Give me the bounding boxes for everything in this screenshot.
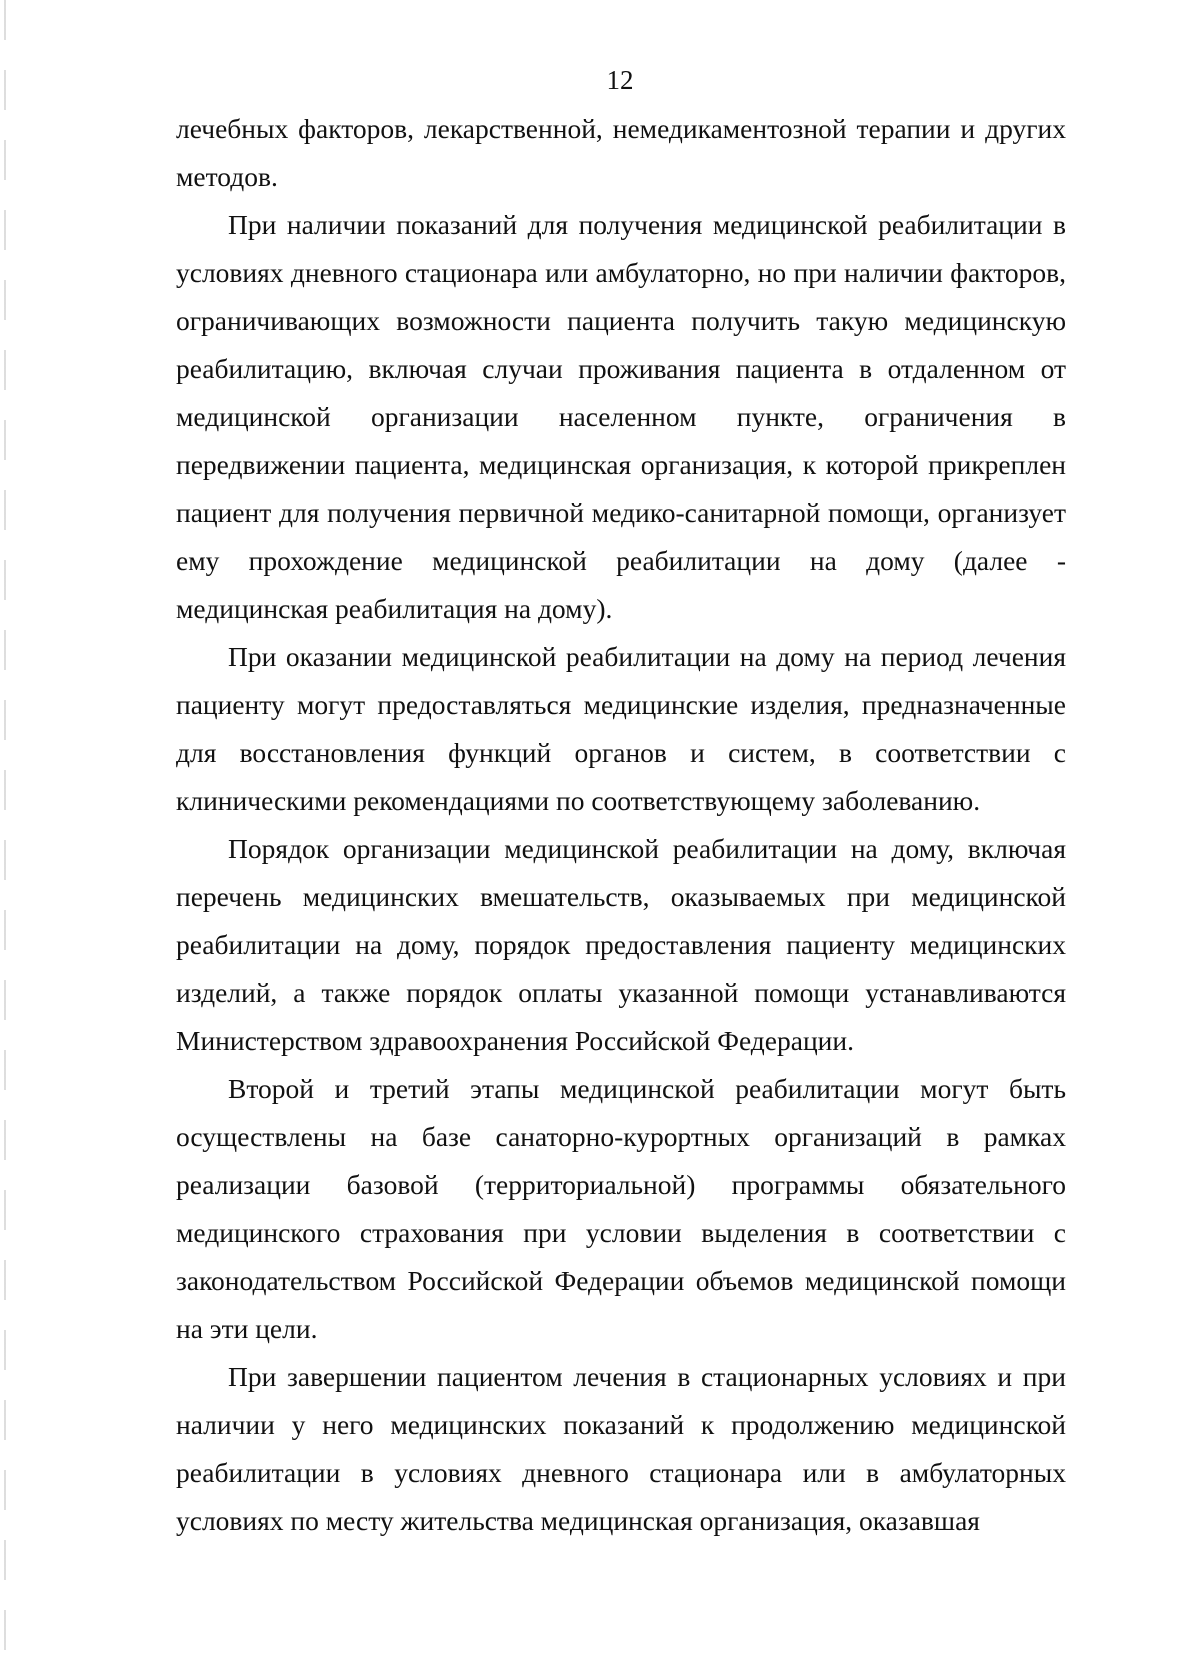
page-number: 12 xyxy=(606,65,634,95)
paragraph-continuation: лечебных факторов, лекарственной, немедикаментозной терапии и других методов. xyxy=(176,113,1066,192)
paragraph-sanatorium-stages: Второй и третий этапы медицинской реабилитации могут быть осуществлены на базе санаторно-курортных организаций в рамках реализации базовой (территориальной) программы обязательного медицинского страхования при условии выделения в соответствии с законодательством Российской Федерации объемов медицинской помощи на эти цели. xyxy=(176,1073,1066,1344)
paragraph-discharge: При завершении пациентом лечения в стационарных условиях и при наличии у него медицинских показаний к продолжению медицинской реабилитации в условиях дневного стационара или в амбулаторных условиях по месту жительства медицинская организация, оказавшая xyxy=(176,1361,1066,1536)
paragraph-home-rehabilitation: При наличии показаний для получения медицинской реабилитации в условиях дневного стационара или амбулаторно, но при наличии факторов, ограничивающих возможности пациента получить такую медицинскую реабилитацию, включая случаи проживания пациента в отдаленном от медицинской организации населенном пункте, ограничения в передвижении пациента, медицинская организация, к которой прикреплен пациент для получения первичной медико-санитарной помощи, организует ему прохождение медицинской реабилитации на дому (далее - медицинская реабилитация на дому). xyxy=(176,209,1066,624)
paragraph-procedure: Порядок организации медицинской реабилитации на дому, включая перечень медицинских вмешательств, оказываемых при медицинской реабилитации на дому, порядок предоставления пациенту медицинских изделий, а также порядок оплаты указанной помощи устанавливаются Министерством здравоохранения Российской Федерации. xyxy=(176,833,1066,1056)
document-body xyxy=(176,105,1066,1545)
scan-edge-artifact xyxy=(4,0,6,1661)
paragraph-medical-devices: При оказании медицинской реабилитации на дому на период лечения пациенту могут предоставляться медицинские изделия, предназначенные для восстановления функций органов и систем, в соответствии с клиническими рекомендациями по соответствующему заболеванию. xyxy=(176,641,1066,816)
